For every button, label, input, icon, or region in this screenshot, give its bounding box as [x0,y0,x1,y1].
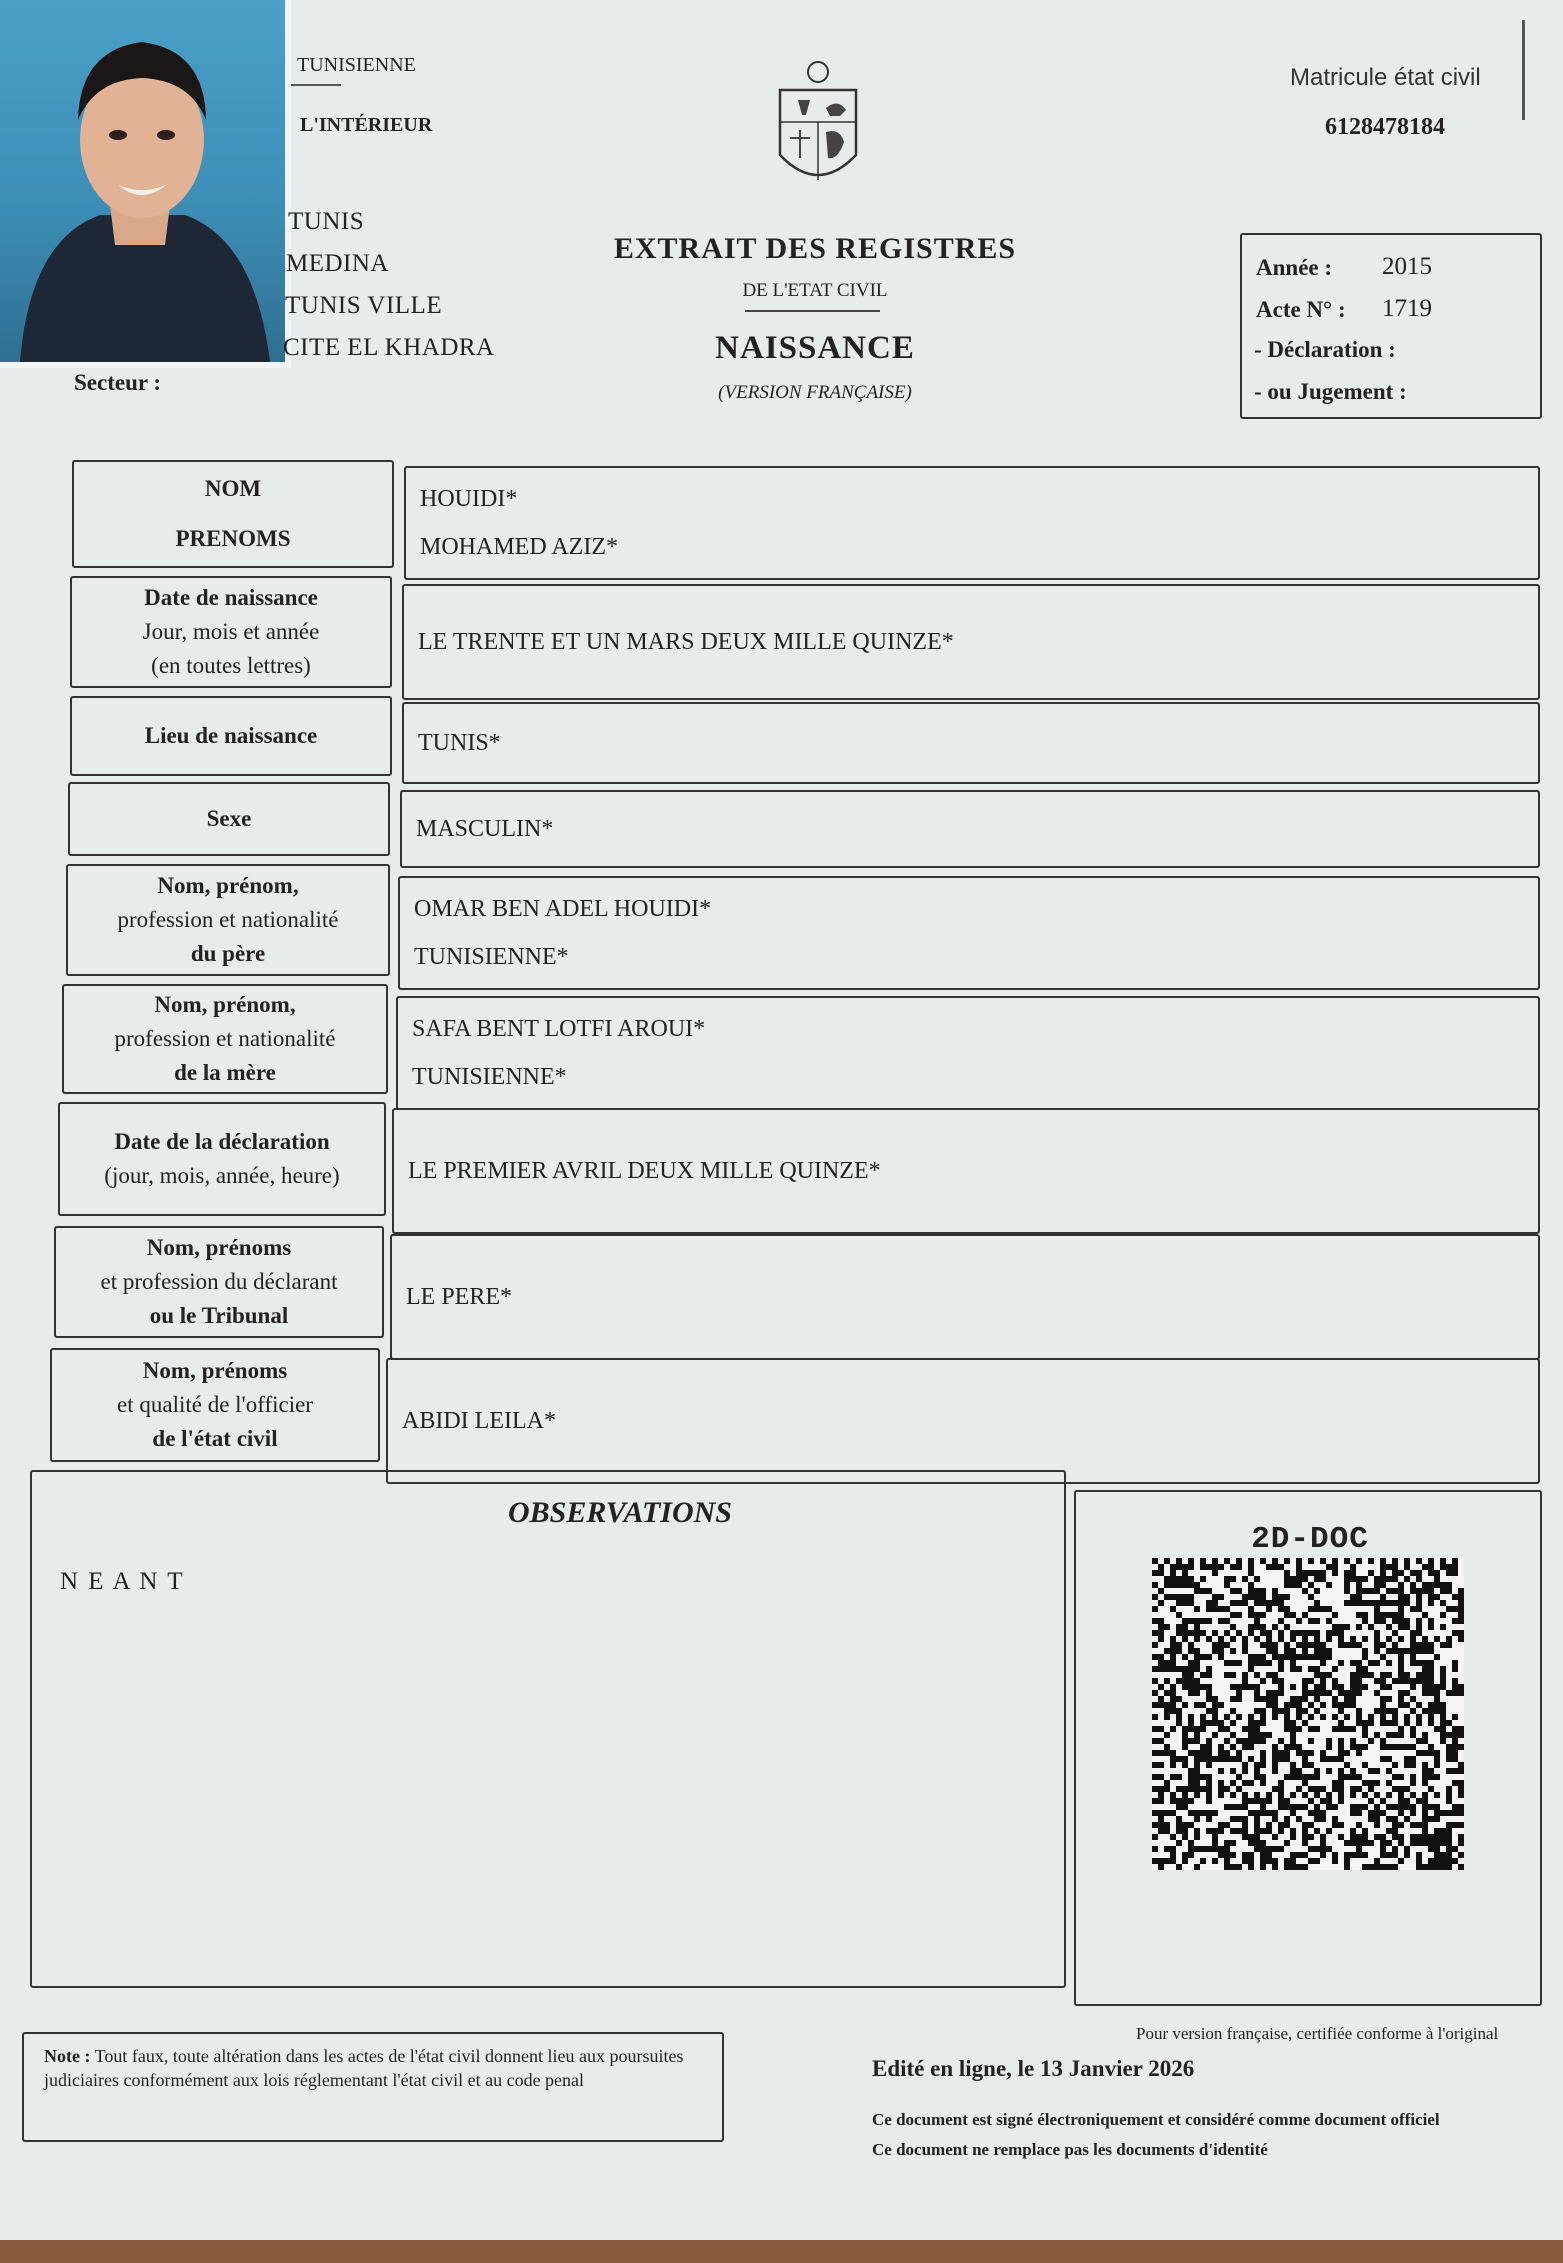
observations-box [30,1470,1066,1988]
father-nationality-value: TUNISIENNE* [414,944,569,970]
declaration-date-value-cell [392,1108,1540,1234]
father-label-line3: du père [190,941,266,966]
officer-value: ABIDI LEILA* [402,1408,556,1434]
birthdate-value-cell [402,584,1540,700]
officer-label-cell [50,1348,380,1462]
nom-label-cell [72,460,394,568]
birthdate-value: LE TRENTE ET UN MARS DEUX MILLE QUINZE* [418,629,954,655]
sector-label: Secteur : [74,370,162,395]
sex-value: MASCULIN* [416,816,554,842]
divider [1522,20,1525,120]
officer-label-line1: Nom, prénoms [142,1358,288,1383]
annee-label: Année : [1256,255,1333,280]
header-arrondissement: CITE EL KHADRA [283,334,495,361]
divider [291,84,341,86]
father-label-line2: profession et nationalité [117,907,339,932]
portrait-image [0,0,285,362]
declarant-value-cell [390,1234,1540,1360]
birthplace-label-cell [70,696,392,776]
mother-value-cell [396,996,1540,1110]
declarant-label-line2: et profession du déclarant [100,1269,338,1294]
prenoms-value: MOHAMED AZIZ* [420,534,618,560]
header-delegation: MEDINA [286,250,389,277]
id-photo [0,0,291,368]
birthplace-label: Lieu de naissance [144,723,318,748]
mother-label-line3: de la mère [174,1060,276,1085]
note-label: Note : [44,2046,91,2066]
declaration-date-label-cell [58,1102,386,1216]
declarant-label-line1: Nom, prénoms [146,1235,292,1260]
birthdate-hint: (en toutes lettres) [151,653,311,678]
birthplace-value: TUNIS* [418,730,501,756]
birthplace-value-cell [402,702,1540,784]
sex-label-cell [68,782,390,856]
father-name-value: OMAR BEN ADEL HOUIDI* [414,896,712,922]
declarant-value: LE PERE* [406,1284,512,1310]
header-governorate: TUNIS [288,208,365,235]
nom-value: HOUIDI* [420,486,518,512]
acte-info-box [1240,233,1542,419]
birthdate-label: Date de naissance [144,585,318,610]
matricule-value: 6128478184 [1325,114,1445,140]
edited-prefix: Edité en ligne, le [872,2056,1035,2081]
declaration-label: - Déclaration : [1254,337,1396,362]
nom-label: NOM [204,476,262,501]
annee-value: 2015 [1382,253,1432,280]
mother-nationality-value: TUNISIENNE* [412,1064,567,1090]
declarant-label-line3: ou le Tribunal [149,1303,289,1328]
header-municipality: TUNIS VILLE [285,292,443,319]
mother-label-cell [62,984,388,1094]
officer-label-line2: et qualité de l'officier [117,1392,313,1417]
edited-date: 13 Janvier 2026 [1040,2056,1195,2081]
2d-doc-label: 2D-DOC [1251,1522,1369,1557]
coat-of-arms-emblem [768,60,868,198]
mother-label-line2: profession et nationalité [114,1026,336,1051]
mother-name-value: SAFA BENT LOTFI AROUI* [412,1016,706,1042]
father-value-cell [398,876,1540,990]
observations-text: N E A N T [60,1568,185,1595]
birthdate-sublabel: Jour, mois et année [142,619,320,644]
note-box [22,2032,724,2142]
header-country: TUNISIENNE [297,54,416,76]
declaration-date-sublabel: (jour, mois, année, heure) [104,1163,340,1188]
sex-label: Sexe [206,806,252,831]
not-replace-notice: Ce document ne remplace pas les documents d'identité [872,2140,1268,2159]
declaration-date-label: Date de la déclaration [114,1129,330,1154]
note-text: Tout faux, toute altération dans les actes de l'état civil donnent lieu aux poursuites judiciaires conformément aux lois réglementant l'état civil et au code penal [44,2046,684,2090]
mother-label-line1: Nom, prénom, [154,992,296,1017]
certified-text: Pour version française, certifiée conforme à l'original [1136,2024,1499,2043]
declarant-label-cell [54,1226,384,1338]
title-naissance: NAISSANCE [715,330,915,366]
acte-label: Acte N° : [1256,297,1346,322]
birthdate-label-cell [70,576,392,688]
officer-label-line3: de l'état civil [152,1426,278,1451]
edited-line [872,2056,1194,2082]
matricule-label: Matricule état civil [1290,64,1481,91]
table-surface [0,2240,1563,2263]
father-label-cell [66,864,390,976]
title-etat-civil: DE L'ETAT CIVIL [742,280,888,301]
title-version: (VERSION FRANÇAISE) [718,382,912,403]
prenoms-label: PRENOMS [175,526,291,551]
jugement-label: - ou Jugement : [1254,379,1407,404]
2d-doc-barcode [1152,1558,1464,1870]
header-ministry: L'INTÉRIEUR [300,114,433,136]
title-extrait: EXTRAIT DES REGISTRES [613,232,1017,265]
father-label-line1: Nom, prénom, [157,873,299,898]
declaration-date-value: LE PREMIER AVRIL DEUX MILLE QUINZE* [408,1158,881,1184]
note-paragraph [44,2044,704,2092]
observations-title: OBSERVATIONS [508,1496,732,1529]
divider [745,310,880,312]
signed-notice: Ce document est signé électroniquement et considéré comme document officiel [872,2110,1440,2129]
officer-value-cell [386,1358,1540,1484]
nom-value-cell [404,466,1540,580]
sex-value-cell [400,790,1540,868]
acte-value: 1719 [1382,295,1432,322]
